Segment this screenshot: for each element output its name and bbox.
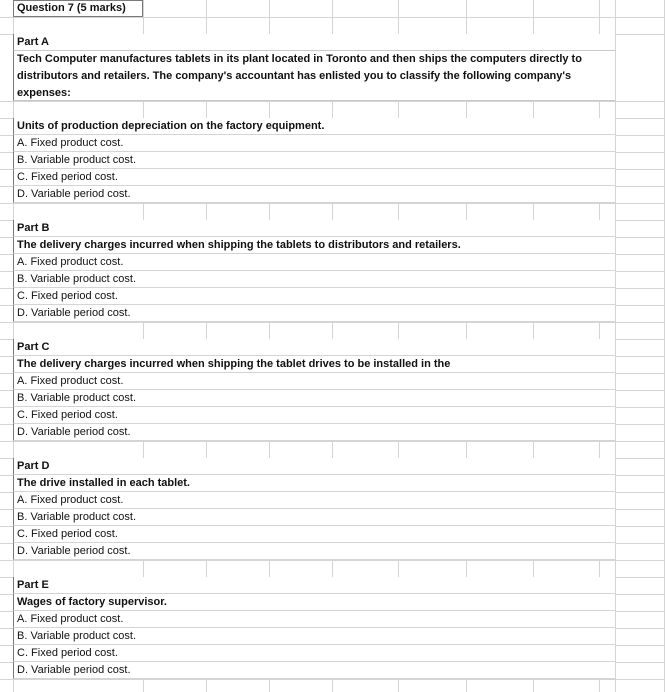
- part-e-heading: Part E: [13, 577, 615, 594]
- part-b-option-d: D. Variable period cost.: [13, 305, 615, 322]
- part-a-option-a: A. Fixed product cost.: [13, 135, 615, 152]
- gridline: [615, 0, 616, 692]
- part-e-option-a: A. Fixed product cost.: [13, 611, 615, 628]
- part-a-intro: Tech Computer manufactures tablets in its plant located in Toronto and then ships the computers directly to distributors and retailers. The company's accountant has enlisted you to classify the following company's expenses:: [13, 50, 615, 101]
- part-a-option-b: B. Variable product cost.: [13, 152, 615, 169]
- part-a-question: Units of production depreciation on the factory equipment.: [13, 118, 615, 135]
- part-b-option-b: B. Variable product cost.: [13, 271, 615, 288]
- part-d-option-b: B. Variable product cost.: [13, 509, 615, 526]
- part-d-option-d: D. Variable period cost.: [13, 543, 615, 560]
- part-c-option-d: D. Variable period cost.: [13, 424, 615, 441]
- part-b-option-a: A. Fixed product cost.: [13, 254, 615, 271]
- question-title: Question 7 (5 marks): [13, 0, 143, 17]
- part-b-heading: Part B: [13, 220, 615, 237]
- part-e-option-c: C. Fixed period cost.: [13, 645, 615, 662]
- part-a-option-c: C. Fixed period cost.: [13, 169, 615, 186]
- part-a-option-d: D. Variable period cost.: [13, 186, 615, 203]
- part-e-question: Wages of factory supervisor.: [13, 594, 615, 611]
- part-c-question: The delivery charges incurred when shipping the tablet drives to be installed in the: [13, 356, 615, 373]
- part-a-heading: Part A: [13, 34, 615, 51]
- part-d-question: The drive installed in each tablet.: [13, 475, 615, 492]
- part-d-option-a: A. Fixed product cost.: [13, 492, 615, 509]
- part-e-option-b: B. Variable product cost.: [13, 628, 615, 645]
- part-b-option-c: C. Fixed period cost.: [13, 288, 615, 305]
- part-d-option-c: C. Fixed period cost.: [13, 526, 615, 543]
- part-c-heading: Part C: [13, 339, 615, 356]
- part-e-option-d: D. Variable period cost.: [13, 662, 615, 679]
- part-c-option-a: A. Fixed product cost.: [13, 373, 615, 390]
- part-c-option-c: C. Fixed period cost.: [13, 407, 615, 424]
- part-d-heading: Part D: [13, 458, 615, 475]
- part-c-option-b: B. Variable product cost.: [13, 390, 615, 407]
- part-b-question: The delivery charges incurred when shipping the tablets to distributors and retailers.: [13, 237, 615, 254]
